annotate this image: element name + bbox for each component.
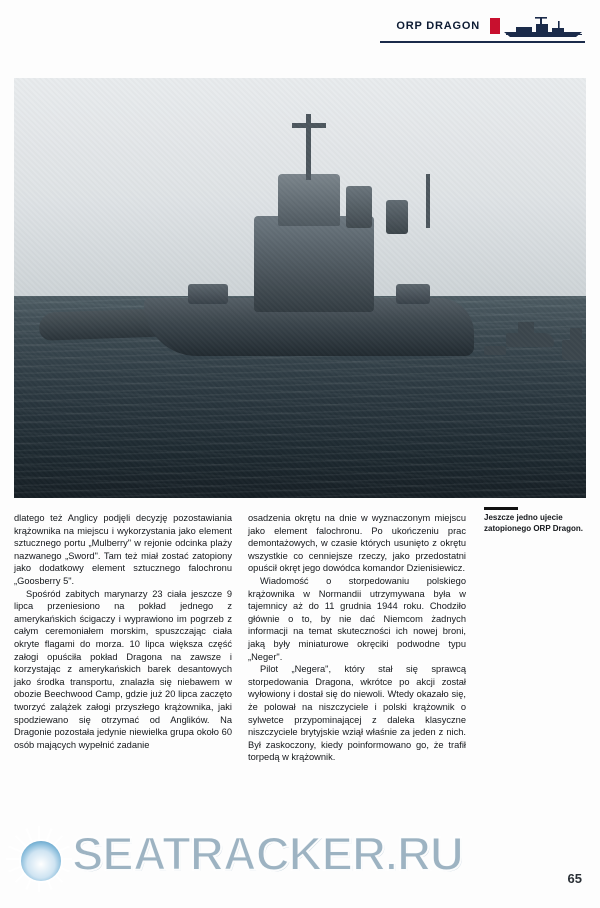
paragraph: Pilot „Negera", który stał się sprawcą storpedowania Dragona, wkrótce po akcji został wyłowiony i dostał się do niewoli. Wtedy okazało się, że polował na niszczyciele i polski krążownik o sylwetce przypominającej z daleka klasyczne niszczyciele brytyjskie wziął właśnie za jeden z nich. Był zaskoczony, kiedy poinformowano go, że trafił torpedą w krążownik. — [248, 664, 466, 763]
distant-ship-superstructure — [570, 328, 582, 342]
cruiser-bridge — [278, 174, 340, 226]
cruiser-superstructure — [254, 216, 374, 312]
gun-turret — [188, 284, 228, 304]
paragraph: dlatego też Anglicy podjęli decyzję pozostawiania krążownika na miejscu i wykorzystania jako element sztucznego portu „Mulberry" w rejonie odcinka plaży nazwanego „Sword". Tam też miał zostać zatopiony jako dodatkowy element sztucznego falochronu „Goosberry 5". — [14, 513, 232, 586]
gun-turret — [396, 284, 430, 304]
paragraph: Spośród zabitych marynarzy 23 ciała jeszcze 9 lipca przeniesiono na pokład jednego z amerykańskich ścigaczy i wyprawiono im pogrzeb z całym ceremoniałem morskim, spuszczając ciała okryte flagami do morza. 10 lipca większa część załogi opuściła pokład Dragona na zawsze i korzystając z amerykańskich barek desantowych jako środka transportu, znalazła się niebawem w obozie Beechwood Camp, gdzie już 20 lipca zaczęto tworzyć zalążek załogi przyszłego krążownika, jaki spodziewano się otrzymać od Anglików. Na Dragonie pozostała jedynie niewielka grupa około 60 osób mających wypełnić zadanie — [14, 588, 232, 750]
body-column-left — [14, 512, 232, 751]
forward-funnel — [346, 186, 372, 228]
caption-rule — [484, 507, 518, 510]
aft-funnel — [386, 200, 408, 234]
distant-ship-superstructure — [518, 322, 534, 334]
mainmast — [426, 174, 430, 228]
sun-logo-icon — [8, 828, 70, 890]
page-header — [0, 8, 600, 42]
foremast-yard — [292, 123, 326, 128]
paragraph: Wiadomość o storpedowaniu polskiego krążownika w Normandii utrzymywana była w tajemnicy aż do 11 grudnia 1944 roku. Chodziło głównie o to, by nie dać Niemcom żadnych informacji na temat skuteczności ich nowej broni, jaką były miniaturowe okręciki podwodne typu „Neger". — [248, 575, 466, 662]
cruiser-wreck — [134, 96, 474, 356]
page-number: 65 — [567, 871, 582, 886]
distant-boat — [484, 346, 506, 355]
header-rule — [380, 41, 585, 43]
header-accent-mark — [490, 18, 500, 34]
photo-caption: Jeszcze jedno ujecie zatopionego ORP Dragon. — [484, 513, 583, 533]
distant-ship — [562, 340, 586, 360]
running-head-title: ORP DRAGON — [396, 20, 480, 32]
site-watermark — [0, 824, 600, 894]
distant-ship — [506, 333, 554, 347]
paragraph: osadzenia okrętu na dnie w wyznaczonym miejscu jako element falochronu. Po ukończeniu prac demontażowych, w czasie których usunięto z okrętu wszystkie co cenniejsze rzeczy, jako przedostatni opuścił okręt jego dowódca komandor Dzienisiewicz. — [248, 513, 466, 574]
body-column-right — [248, 512, 466, 764]
watermark-text: SEATRACKER.RU — [72, 827, 463, 880]
sunken-cruiser-photo — [14, 78, 586, 498]
warship-icon — [502, 14, 586, 40]
